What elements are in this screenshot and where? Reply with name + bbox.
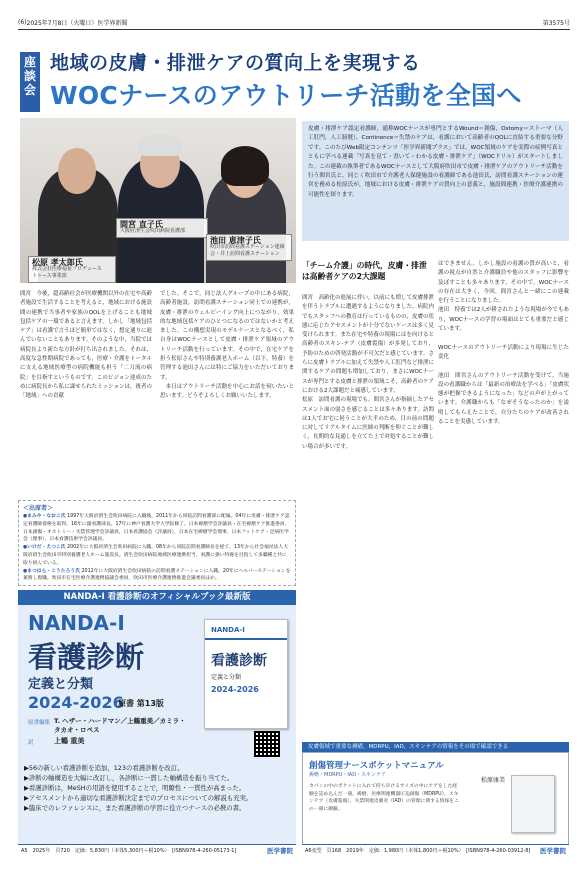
bullet-item: ▶56の新しい看護診断を追加，123の看護診断を改訂。	[24, 764, 184, 772]
bullet-item: ▶アセスメントから適切な看護診断決定までのプロセスについての解説も充実。	[24, 794, 253, 802]
profile-text: 2002年に大阪府済生会吹田病院に入職。08年から同院訪問看護師長を経て，13年から社会福祉法人大阪府済生会吹田市特別養護老人ホーム施設長。済生会吹田病院地域医療連携担当，看護に強い特養を目指して多職種と共に取り組んでいる。	[23, 545, 288, 566]
book-cover	[204, 619, 288, 729]
cover-subtitle: 定義と分類	[211, 674, 242, 681]
ad-brand: NANDA-I	[28, 611, 125, 635]
ad2-editor: 松原康美	[481, 777, 506, 784]
ad-footer	[18, 844, 296, 857]
caption-right-name: 池田 恵津子氏	[210, 236, 261, 245]
ad-edition: 原書 第13版	[118, 699, 164, 708]
ad-subtitle: 定義と分類	[28, 677, 94, 692]
ad-price-line: A5 2025年 頁720 定価：5,830円（本体5,300円＋税10%） [ISBN978-4-260-05173-1]	[21, 848, 237, 854]
ad-banner: NANDA-I 看護診断のオフィシャルブック最新版	[18, 590, 296, 605]
caption-right-desc: 吹田市訪問看護ステーション連絡 会・井上訪問看護ステーション	[210, 244, 285, 257]
ad-translator-label: 訳	[28, 740, 34, 746]
ad2-publisher: 医学書院	[540, 847, 566, 855]
ad-years: 2024-2026	[28, 693, 124, 712]
bullet-text: アセスメントから適切な看護診断決定までのプロセスについての解説も充実。	[28, 794, 253, 802]
body-col-3: 間宮 高齢化の進展に伴い，以前にも増して皮膚排泄を伴うトラブルに遭遇するようになりました。病院内でもスタッフへの教育は行っているものの，皮膚の状態に応じたアセスメントが十分でないケースは多く見受けられます。また在宅や特養の現場にはを向けると高齢者のスキン-テア（皮膚裂傷）が多発しており，予防のための啓発活動が不可欠だと感じています。さらに皮膚トラブルに加えて失禁や人工肛門など排泄に関するケアの問題も増加しており，まさにWOCナースが専門とする皮膚と排泄の領域こそ，高齢者のケアにおける2大課題だと痛感しています。 松原 訪問看護の現場でも，間宮さんが指摘したアセスメント面の弱さを感じることは多々あります。訪問は1人でお宅に伺うことが大半のため，目の前の問題に対してリアルタイムに医師の判断を仰ぐことが難しく，長期的な見通しを立てた上で対処することが難しい場合が多いです。	[302, 295, 434, 450]
ad-publisher: 医学書院	[267, 847, 293, 855]
ad2-book-cover	[511, 775, 555, 833]
qr-code-icon[interactable]	[254, 731, 280, 757]
section-heading: 「チーム介護」の時代，皮膚・排泄は高齢者ケアの2大課題	[302, 261, 427, 281]
profile-name: ●まつはら・こうたろう氏	[23, 568, 80, 574]
caption-center-name: 間宮 直子氏	[120, 220, 163, 229]
badge-char: 会	[23, 83, 36, 97]
caption-left-desc: 株式会社医療福祉プロデュース トゥース事業部	[32, 266, 102, 279]
bullet-item: ▶診断の軸構造を大幅に改訂し，各診断に一貫した軸構造を振り当てた。	[24, 774, 234, 782]
participants-photo	[20, 118, 296, 283]
ad2-subtitle: 褥瘡・MDRPU・IAD・スキンテア	[309, 772, 387, 778]
caption-left-name: 松原 孝太郎氏	[32, 258, 83, 267]
bullet-item: ▶臨床でのレファレンスに，また看護診断の学習に役立つナースの必携の書。	[24, 804, 246, 812]
ad2-description: カバンの中のポケットに入れて持ち歩けるサイズの中にケアをした経験を詰め込んだ一冊。褥瘡，医療関連機器圧迫創傷（MDRPU），スキンテア（皮膚裂傷），失禁関連皮膚炎（IAD）の管理に関する情報をこの一冊に網羅。	[309, 784, 459, 812]
cover-brand: NANDA-I	[205, 620, 287, 640]
page-header	[18, 17, 570, 27]
body-col-4: はできません。しかし施設の看護の質が高いと，看護の視点が自然と介護職員や他のスタッフに影響を及ぼすことも多々あります。その中で，WOCナースの存在は大きく，今回，間宮さんと一緒にこの連載を行うことになりました。 池田 特養では2人が耕されたような現場が今でもあり，WOCナースの学習の場面はとても重要だと感じています。 WOCナースのアウトリーチ活動により現場に生じた変化 池田 間宮さんのアウトリーチ活動を受けて，当施設の看護職からは「最新の治療法を学べる」「皮膚状態が把握できるようになった」などの声が上がっています。介護職からも「なぜそうなったのか」を説明してもらえたことで，自分たちのケアが改善されることを実感しています。	[438, 261, 569, 426]
participants-profile	[18, 500, 296, 586]
ad-translator: 上鶴 重美	[54, 737, 85, 745]
person-left-head	[58, 148, 96, 194]
profile-text: 2012年に大阪府済生会吹田病院の訪問看護ステーションに入職。20年にヘルパーステーションを兼務し現職。吹田市在宅医療介護連携協議会委員，吹田市医療介護連携推進会議委員ほか。	[23, 568, 291, 582]
ad2-strip: 皮膚領域で重要な褥瘡，MDRPU，IAD，スキンテアの情報をその場で確認できる	[302, 742, 569, 752]
profile-body	[19, 512, 295, 584]
ad2-footer	[302, 844, 569, 857]
profile-name: ●まみや・なおこ氏	[23, 514, 66, 519]
issue-date: 2025年7月8日（火曜日）	[26, 19, 98, 27]
ad-bullets	[24, 763, 290, 813]
cover-title: 看護診断	[211, 653, 267, 669]
ad-pocket-manual	[302, 752, 569, 845]
person-center-hair	[138, 134, 182, 156]
bullet-text: 看護診断は，MeSHの用語を使用することで，明瞭性・一貫性が高まった。	[28, 784, 246, 792]
body-col-2: でした。そこで，同じ法人グループの中にある病院，高齢者施設，訪問看護ステーション同士での連携が，皮膚・排泄のウェルビーイング向上につながり，効果的な地域包括ケアのひとつになるのではないかと考えました。この構想実現のモデルケースとなるべく，私自身はWOCナースとして皮膚・排泄ケア領域のアウトリーチ活動を行っています。その中で，在宅ケアを担う松原さんや特別養護老人ホーム（以下，特養）を管理する池田さんには特にご協力をいただいております。 本日はアウトリーチ活動を中心にお話を伺いたいと思います。どうぞよろしくお願いいたします。	[160, 291, 294, 400]
article-title-line1: 地域の皮膚・排泄ケアの質向上を実現する	[50, 52, 421, 74]
profile-text: 1997年大阪府済生会吹田病院に入職後，2011年から同院訪問看護部に配属。04年に皮膚・排泄ケア認定看護師資格を取得。16年に副看護部長。17年に神戸看護大学大学院修了。日本褥瘡学会評議員・在宅褥瘡ケア推進委員，日本創傷・オストミー・失禁管理学会評議員，日本看護協会（評議員），日本在宅褥瘡学会理事，日本フットケア・足病医学会（理事），日本看護技術学会評議員。	[23, 514, 290, 543]
profile-title: ＜出席者＞	[23, 505, 54, 512]
caption-left	[28, 256, 116, 283]
cover-years: 2024-2026	[211, 685, 259, 694]
bullet-item: ▶看護診断は，MeSHの用語を使用することで，明瞭性・一貫性が高まった。	[24, 784, 246, 792]
caption-center	[116, 218, 208, 238]
paper-name: 医学界新聞	[97, 19, 128, 27]
ad-editors-label: 原書編集	[28, 720, 51, 726]
badge-char: 座	[23, 55, 36, 69]
ad-nanda	[18, 605, 296, 845]
bullet-text: 56の新しい看護診断を追加，123の看護診断を改訂。	[28, 764, 184, 772]
ad-editors: T. ヘザー・ハードマン／上鶴重美／カミラ・タカオ・ロペス	[54, 717, 186, 734]
caption-right	[206, 234, 292, 261]
header-rule	[18, 29, 570, 30]
ad2-price-line: A6変型 頁168 2019年 定価：1,980円（本体1,800円＋税10%） [ISBN978-4-260-03912-8]	[305, 848, 531, 854]
bullet-text: 臨床でのレファレンスに，また看護診断の学習に役立つナースの必携の書。	[28, 804, 246, 812]
page-number: (6)	[18, 18, 27, 26]
body-col-1: 間宮 今後，超高齢社会が医療機関以外の在宅や高齢者施設で生活することを考えると，地域における施設間の連携で当事者や家族のQOLを上げることも地域包括ケアの一環であると言えます。しかし「地域包括ケア」は看護で言うほど簡単ではなく，想定通りに進んでいないこともあります。そのような中，当院では病院長より新たな方針が打ち出されました。それは，高度な急性期病院であっても，医療・介護をトータルに支える地域医療型の病院機能も担う「二刀流の病院」を目指すというものです。このビジョン達成のために病院長から私に課せられたミッションは，後者の「地域」への貢献	[20, 291, 152, 400]
bullet-text: 診断の軸構造を大幅に改訂し，各診断に一貫した軸構造を振り当てた。	[28, 774, 234, 782]
person-right-hair	[221, 146, 269, 186]
badge-char: 談	[23, 69, 36, 83]
lead-paragraph: 皮膚・排泄ケア認定看護師，通称WOCナースが専門とするWound＝創傷，Ostomy＝ストーマ（人工肛門，人工膀胱），Continence＝失禁のケアは，看護において高齢者のQOLに直結する重要な分野です。このたびWeb限定コンテンツ「医学界新聞プラス」では，WOC領域のケアを実際の症例写真とともに学べる連載「写真を見て・書いて・わかる皮膚・排泄ケア」（WOCドリル）がスタートしました。この連載の執筆者であるWOCナースとして大阪府吹田市で皮膚・排泄ケアのアウトリーチ活動を行う間宮氏と，同じく吹田市で介護老人保健施設の看護師である池田氏，訪問看護ステーションの運営を務める松原氏が，地域における皮膚・排泄ケアの質向上の意義と，施設間連携・医療介護連携の可能性を探ります。	[302, 121, 569, 241]
ad2-title: 創傷管理ナースポケットマニュアル	[309, 761, 444, 771]
profile-name: ●いけだ・えつこ氏	[23, 545, 66, 551]
issue-number: 第3575号	[542, 19, 570, 27]
article-title-line2: WOCナースのアウトリーチ活動を全国へ	[50, 81, 522, 110]
zadankai-badge	[20, 52, 40, 112]
ad-title: 看護診断	[28, 640, 145, 674]
caption-center-desc: 大阪府済生会吹田病院看護部	[120, 228, 186, 234]
